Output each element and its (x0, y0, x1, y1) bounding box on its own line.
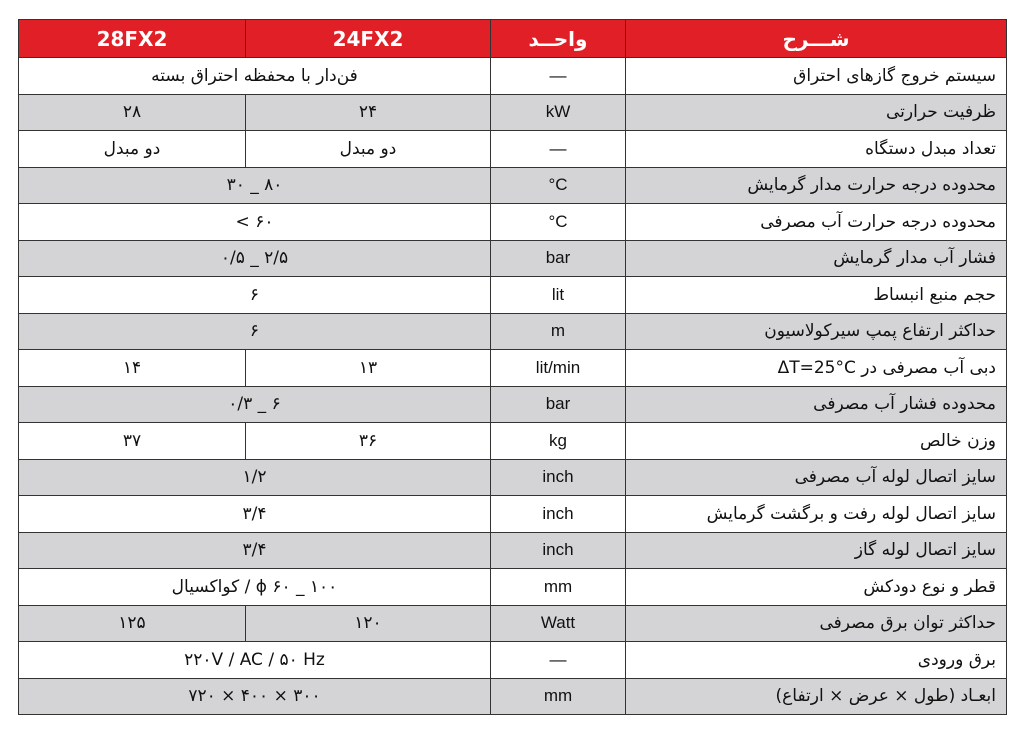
unit-cell: °C (491, 204, 626, 241)
table-row (19, 313, 1007, 350)
unit-cell: kW (491, 94, 626, 131)
unit-cell: Watt (491, 605, 626, 642)
value-cell-merged: ۶ _ ۰/۳ (19, 386, 491, 423)
unit-cell: lit/min (491, 350, 626, 387)
spec-body (19, 58, 1007, 715)
description-cell: حداکثر توان برق مصرفی (626, 605, 1007, 642)
unit-cell: m (491, 313, 626, 350)
description-cell: ظرفیت حرارتی (626, 94, 1007, 131)
table-row (19, 277, 1007, 314)
value-cell-24fx2: دو مبدل (246, 131, 491, 168)
description-cell: سیستم خروج گازهای احتراق (626, 58, 1007, 95)
unit-cell: °C (491, 167, 626, 204)
value-cell-28fx2: ۲۸ (19, 94, 246, 131)
description-cell: محدوده درجه حرارت مدار گرمایش (626, 167, 1007, 204)
description-cell: حداکثر ارتفاع پمپ سیرکولاسیون (626, 313, 1007, 350)
unit-cell: mm (491, 678, 626, 715)
value-cell-24fx2: ۱۳ (246, 350, 491, 387)
value-cell-merged: ۳/۴ (19, 532, 491, 569)
table-row (19, 678, 1007, 715)
value-cell-24fx2: ۲۴ (246, 94, 491, 131)
table-row (19, 386, 1007, 423)
value-cell-24fx2: ۱۲۰ (246, 605, 491, 642)
description-cell: محدوده درجه حرارت آب مصرفی (626, 204, 1007, 241)
description-cell: وزن خالص (626, 423, 1007, 460)
description-cell: حجم منبع انبساط (626, 277, 1007, 314)
unit-cell: inch (491, 459, 626, 496)
header-24fx2: 24FX2 (246, 20, 491, 58)
description-cell: برق ورودی (626, 642, 1007, 679)
table-row (19, 532, 1007, 569)
value-cell-merged: فن‌دار با محفظه احتراق بسته (19, 58, 491, 95)
table-row (19, 642, 1007, 679)
table-row (19, 94, 1007, 131)
table-row (19, 240, 1007, 277)
table-row (19, 496, 1007, 533)
table-row (19, 58, 1007, 95)
value-cell-merged: ۲۲۰V / AC / ۵۰ Hz (19, 642, 491, 679)
value-cell-28fx2: دو مبدل (19, 131, 246, 168)
description-cell: دبی آب مصرفی در ΔT=25°C (626, 350, 1007, 387)
unit-cell: kg (491, 423, 626, 460)
description-cell: سایز اتصال لوله رفت و برگشت گرمایش (626, 496, 1007, 533)
table-row (19, 459, 1007, 496)
value-cell-24fx2: ۳۶ (246, 423, 491, 460)
value-cell-merged: ۸۰ _ ۳۰ (19, 167, 491, 204)
value-cell-28fx2: ۱۴ (19, 350, 246, 387)
table-row (19, 605, 1007, 642)
value-cell-merged: ۳۰۰ × ۴۰۰ × ۷۲۰ (19, 678, 491, 715)
table-row (19, 204, 1007, 241)
unit-cell: bar (491, 240, 626, 277)
description-cell: محدوده فشار آب مصرفی (626, 386, 1007, 423)
table-row (19, 167, 1007, 204)
unit-cell: lit (491, 277, 626, 314)
value-cell-merged: ۶ (19, 277, 491, 314)
description-cell: سایز اتصال لوله آب مصرفی (626, 459, 1007, 496)
header-28fx2: 28FX2 (19, 20, 246, 58)
unit-cell: inch (491, 496, 626, 533)
value-cell-merged: ϕ ۶۰ _ ۱۰۰ / کواکسیال (19, 569, 491, 606)
unit-cell: inch (491, 532, 626, 569)
header-unit: واحــد (491, 20, 626, 58)
description-cell: قطر و نوع دودکش (626, 569, 1007, 606)
table-row (19, 569, 1007, 606)
value-cell-28fx2: ۱۲۵ (19, 605, 246, 642)
description-cell: فشار آب مدار گرمایش (626, 240, 1007, 277)
description-cell: تعداد مبدل دستگاه (626, 131, 1007, 168)
unit-cell: mm (491, 569, 626, 606)
unit-cell: bar (491, 386, 626, 423)
table-row (19, 350, 1007, 387)
unit-cell: — (491, 131, 626, 168)
unit-cell: — (491, 58, 626, 95)
description-cell: ابعـاد (طول × عرض × ارتفاع) (626, 678, 1007, 715)
header-description: شـــرح (626, 20, 1007, 58)
value-cell-28fx2: ۳۷ (19, 423, 246, 460)
value-cell-merged: ۶۰ > (19, 204, 491, 241)
unit-cell: — (491, 642, 626, 679)
description-cell: سایز اتصال لوله گاز (626, 532, 1007, 569)
table-row (19, 423, 1007, 460)
value-cell-merged: ۱/۲ (19, 459, 491, 496)
value-cell-merged: ۲/۵ _ ۰/۵ (19, 240, 491, 277)
value-cell-merged: ۳/۴ (19, 496, 491, 533)
spec-table (18, 19, 1007, 715)
value-cell-merged: ۶ (19, 313, 491, 350)
table-row (19, 131, 1007, 168)
header-row (19, 20, 1007, 58)
